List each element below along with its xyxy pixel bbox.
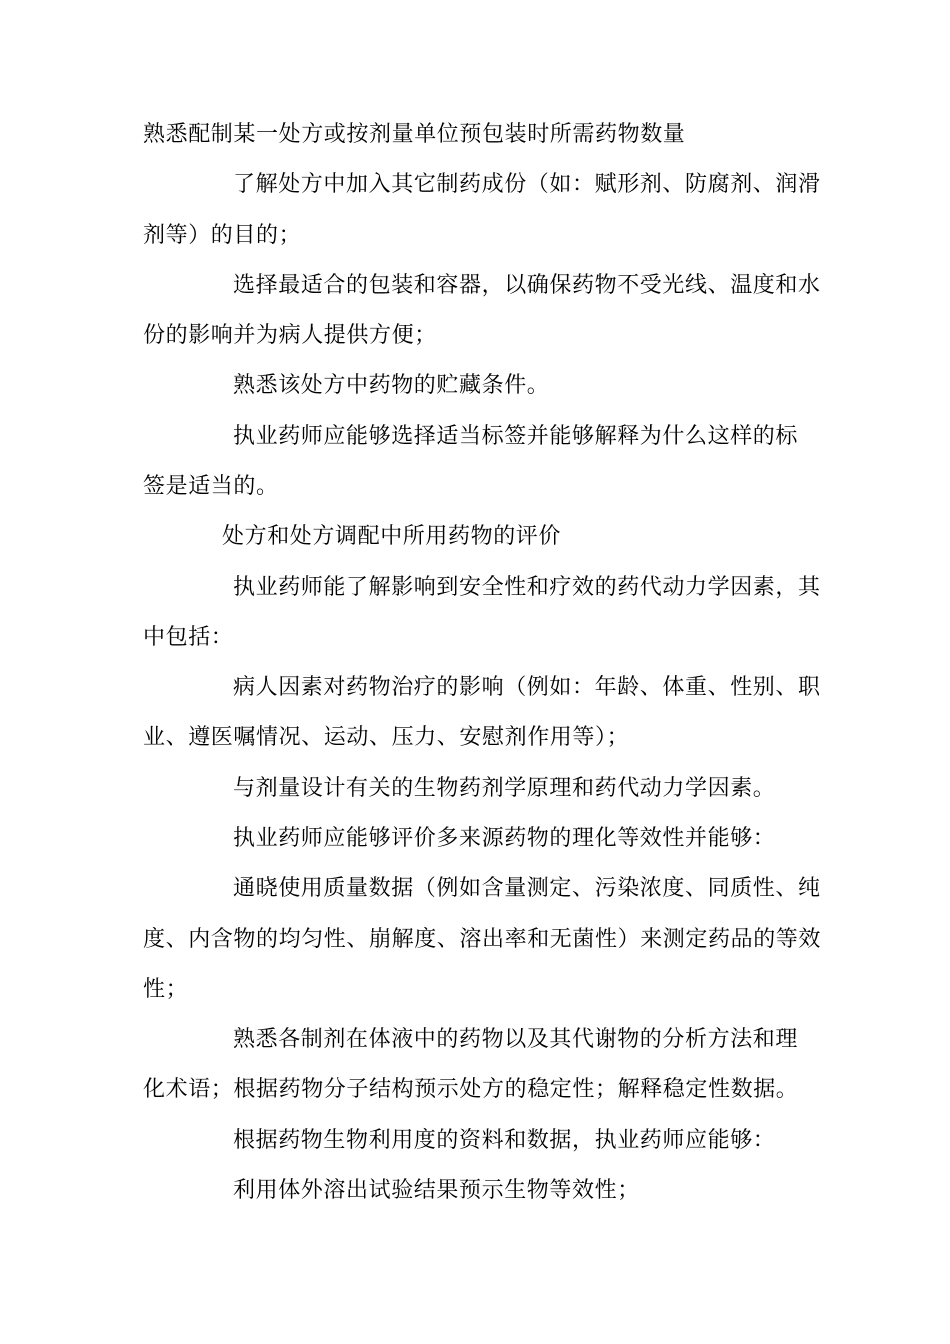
text-line: 熟悉该处方中药物的贮藏条件。 [233,373,550,398]
text-line: 执业药师应能够评价多来源药物的理化等效性并能够： [233,826,776,851]
text-line: 度、内含物的均匀性、崩解度、溶出率和无菌性）来测定药品的等效 [143,927,822,952]
text-line: 与剂量设计有关的生物药剂学原理和药代动力学因素。 [233,776,776,801]
text-line: 中包括： [143,625,234,650]
text-line: 化术语；根据药物分子结构预示处方的稳定性；解释稳定性数据。 [143,1077,799,1102]
text-line: 根据药物生物利用度的资料和数据，执业药师应能够： [233,1128,776,1153]
text-line: 选择最适合的包装和容器，以确保药物不受光线、温度和水 [233,273,821,298]
text-line: 执业药师能了解影响到安全性和疗效的药代动力学因素，其 [233,575,821,600]
text-line: 签是适当的。 [143,474,279,499]
text-line: 性； [143,977,189,1002]
text-line: 执业药师应能够选择适当标签并能够解释为什么这样的标 [233,424,799,449]
text-line: 业、遵医嘱情况、运动、压力、安慰剂作用等）； [143,725,630,750]
section-heading: 处方和处方调配中所用药物的评价 [222,524,562,549]
text-line: 通晓使用质量数据（例如含量测定、污染浓度、同质性、纯 [233,876,821,901]
text-line: 份的影响并为病人提供方便； [143,323,437,348]
text-line: 剂等）的目的； [143,223,302,248]
text-line: 熟悉各制剂在体液中的药物以及其代谢物的分析方法和理 [233,1027,799,1052]
text-line: 病人因素对药物治疗的影响（例如：年龄、体重、性别、职 [233,675,821,700]
text-line: 利用体外溶出试验结果预示生物等效性； [233,1178,640,1203]
text-line: 了解处方中加入其它制药成份（如：赋形剂、防腐剂、润滑 [233,172,821,197]
text-line: 熟悉配制某一处方或按剂量单位预包装时所需药物数量 [143,122,686,147]
